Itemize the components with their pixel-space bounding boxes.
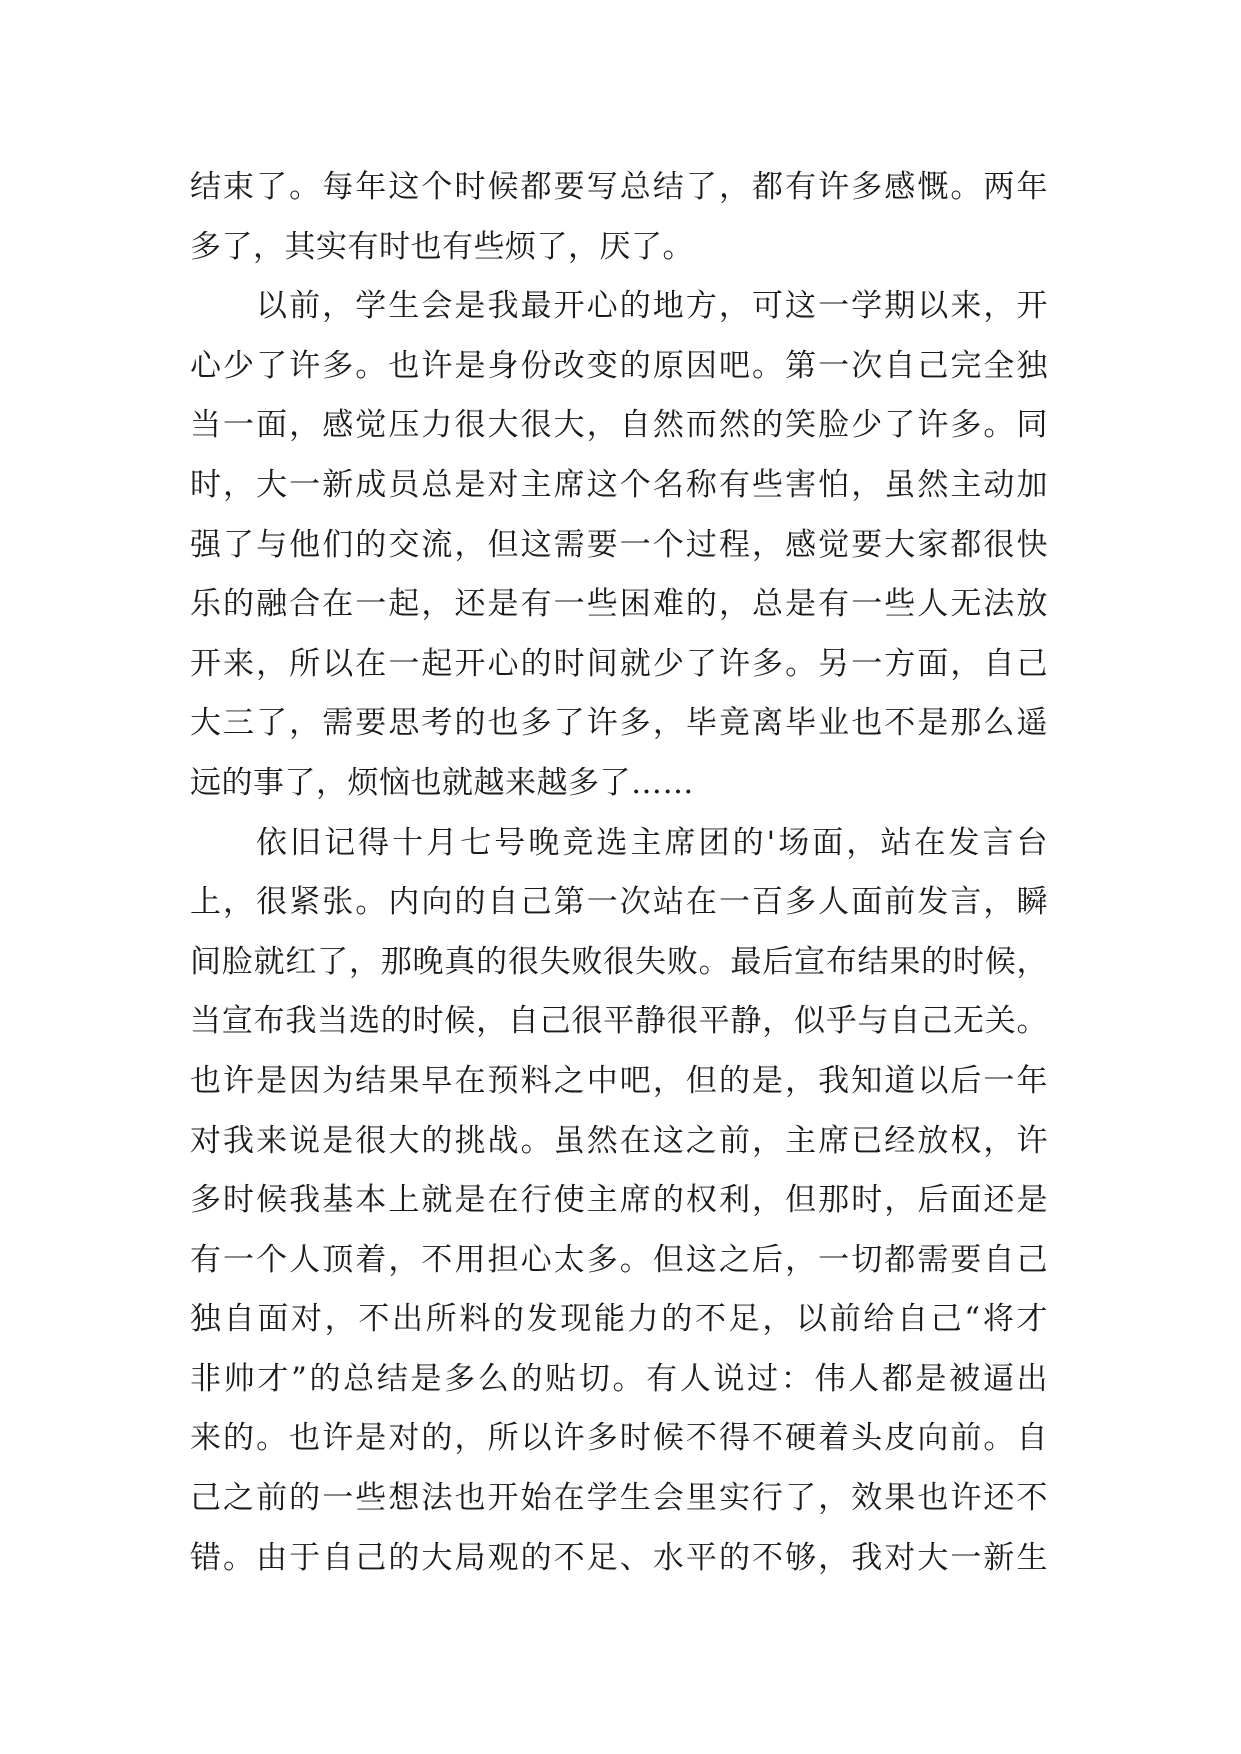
- text-line: 己之前的一些想法也开始在学生会里实行了，效果也许还不: [190, 1480, 1048, 1517]
- text-line: 强了与他们的交流，但这需要一个过程，感觉要大家都很快: [190, 526, 1048, 563]
- paragraph-2: [190, 277, 1048, 813]
- text-line: 乐的融合在一起，还是有一些困难的，总是有一些人无法放: [190, 586, 1048, 623]
- text-line: 开来，所以在一起开心的时间就少了许多。另一方面，自己: [190, 645, 1048, 682]
- text-line: 也许是因为结果早在预料之中吧，但的是，我知道以后一年: [190, 1062, 1048, 1099]
- text-line: 对我来说是很大的挑战。虽然在这之前，主席已经放权，许: [190, 1122, 1048, 1159]
- text-line: 以前，学生会是我最开心的地方，可这一学期以来，开: [256, 288, 1048, 325]
- text-line: 心少了许多。也许是身份改变的原因吧。第一次自己完全独: [190, 347, 1048, 384]
- text-line: 上，很紧张。内向的自己第一次站在一百多人面前发言，瞬: [190, 884, 1048, 921]
- text-line: 非帅才”的总结是多么的贴切。有人说过：伟人都是被逼出: [190, 1360, 1048, 1397]
- paragraph-1: [190, 158, 1048, 277]
- text-line: 有一个人顶着，不用担心太多。但这之后，一切都需要自己: [190, 1241, 1048, 1278]
- paragraph-3: [190, 814, 1048, 1589]
- text-line: 错。由于自己的大局观的不足、水平的不够，我对大一新生: [190, 1539, 1048, 1576]
- text-line: 远的事了，烦恼也就越来越多了……: [190, 764, 694, 801]
- text-line: 结束了。每年这个时候都要写总结了，都有许多感慨。两年: [190, 169, 1048, 205]
- text-line: 时，大一新成员总是对主席这个名称有些害怕，虽然主动加: [190, 466, 1048, 503]
- text-line: 大三了，需要思考的也多了许多，毕竟离毕业也不是那么遥: [190, 705, 1048, 742]
- text-line: 独自面对，不出所料的发现能力的不足，以前给自己“将才: [190, 1301, 1048, 1338]
- text-line: 多时候我基本上就是在行使主席的权利，但那时，后面还是: [190, 1182, 1048, 1219]
- text-line: 来的。也许是对的，所以许多时候不得不硬着头皮向前。自: [190, 1420, 1048, 1457]
- text-line: 多了，其实有时也有些烦了，厌了。: [190, 228, 694, 265]
- text-line: 当宣布我当选的时候，自己很平静很平静，似乎与自己无关。: [190, 1003, 1048, 1040]
- text-line: 当一面，感觉压力很大很大，自然而然的笑脸少了许多。同: [190, 407, 1048, 444]
- document-body: [190, 158, 1048, 1588]
- text-line: 依旧记得十月七号晚竞选主席团的'场面，站在发言台: [256, 824, 1048, 861]
- text-line: 间脸就红了，那晚真的很失败很失败。最后宣布结果的时候，: [190, 943, 1048, 980]
